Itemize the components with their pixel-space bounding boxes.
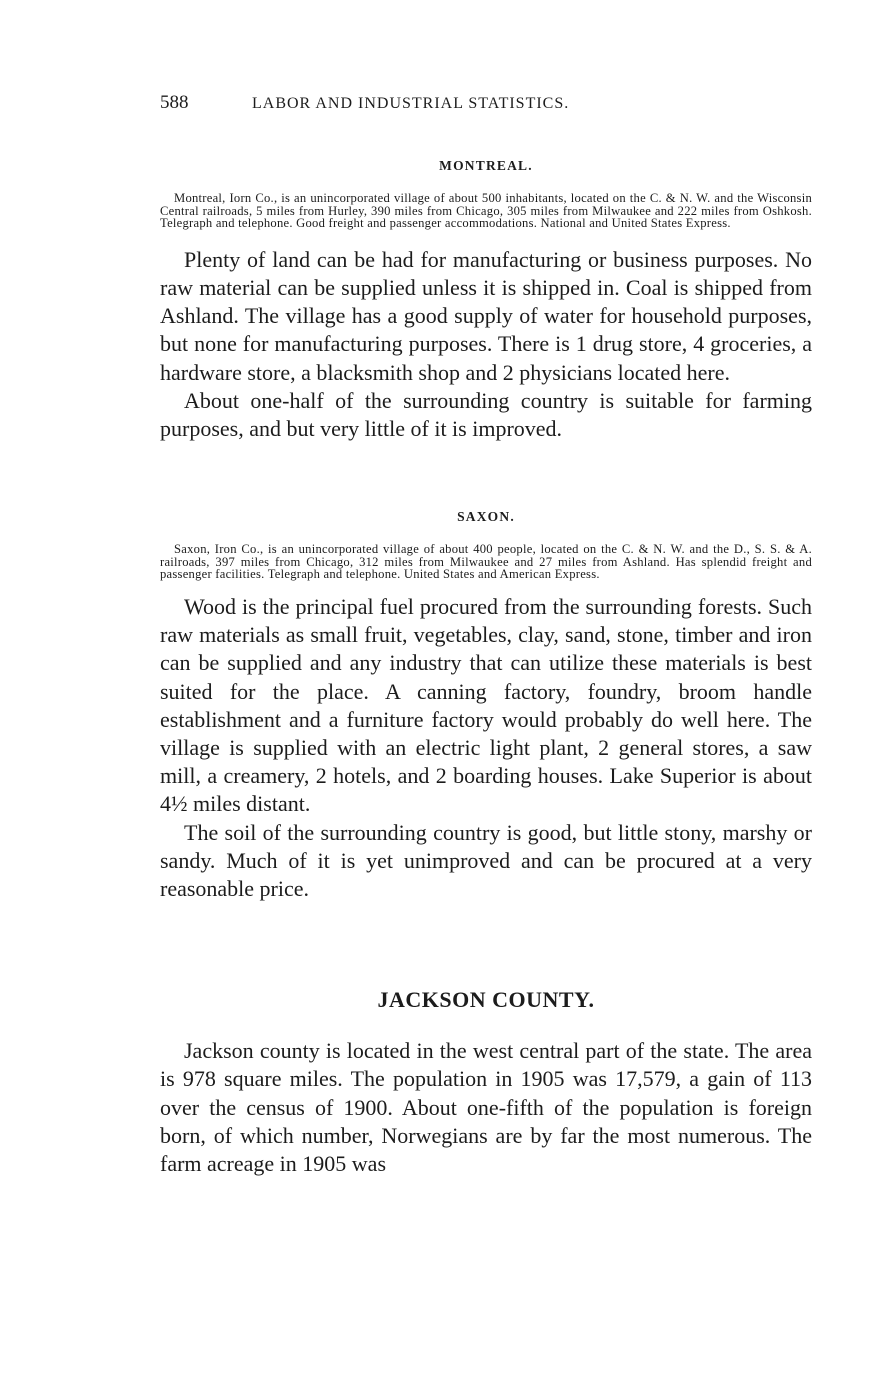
montreal-paragraph-2: About one-half of the surrounding country is suitable for farming purposes, and but very little of it is improved. bbox=[160, 387, 812, 441]
page-number: 588 bbox=[160, 92, 189, 113]
montreal-paragraph-1: Plenty of land can be had for manufacturing or business purposes. No raw material can be supplied unless it is shipped in. Coal is shipped from Ashland. The village has a good supply of water for household purposes, but none for manufacturing purposes. There is 1 drug store, 4 groceries, a hardware store, a blacksmith shop and 2 physicians located here. bbox=[160, 246, 812, 385]
saxon-paragraph-2: The soil of the surrounding country is good, but little stony, marshy or sandy. Much of it is yet unimproved and can be procured at a very reasonable price. bbox=[160, 819, 812, 902]
saxon-summary: Saxon, Iron Co., is an unincorporated village of about 400 people, located on the C. & N. W. and the D., S. S. & A. railroads, 397 miles from Chicago, 312 miles from Milwaukee and 27 miles from Ashland. Has splendid freight and passenger facilities. Telegraph and telephone. United States and American Express. bbox=[160, 542, 812, 582]
saxon-paragraph-1: Wood is the principal fuel procured from the surrounding forests. Such raw materials as small fruit, vegetables, clay, sand, stone, timber and iron can be supplied and any industry that can utilize these materials is best suited for the place. A canning factory, foundry, broom handle establishment and a furniture factory would probably do well here. The village is supplied with an electric light plant, 2 general stores, a saw mill, a creamery, 2 hotels, and 2 boarding houses. Lake Superior is about 4½ miles distant. bbox=[160, 593, 812, 817]
section-heading-montreal: MONTREAL. bbox=[439, 158, 533, 173]
running-head bbox=[160, 92, 812, 122]
county-paragraph: Jackson county is located in the west central part of the state. The area is 978 square miles. The population in 1905 was 17,579, a gain of 113 over the census of 1900. About one-fifth of the population is foreign born, of which number, Norwegians are by far the most numerous. The farm acreage in 1905 was bbox=[160, 1038, 812, 1177]
section-heading-saxon: SAXON. bbox=[457, 509, 515, 525]
county-heading: JACKSON COUNTY. bbox=[377, 987, 595, 1013]
book-page bbox=[160, 92, 812, 1178]
montreal-summary: Montreal, Iorn Co., is an unincorporated village of about 500 inhabitants, located on the C. & N. W. and the Wisconsin Central railroads, 5 miles from Hurley, 390 miles from Chicago, 305 miles from Milwaukee and 222 miles from Oshkosh. Telegraph and telephone. Good freight and passenger accommodations. National and United States Express. bbox=[160, 191, 812, 231]
running-title: LABOR AND INDUSTRIAL STATISTICS. bbox=[252, 95, 570, 112]
